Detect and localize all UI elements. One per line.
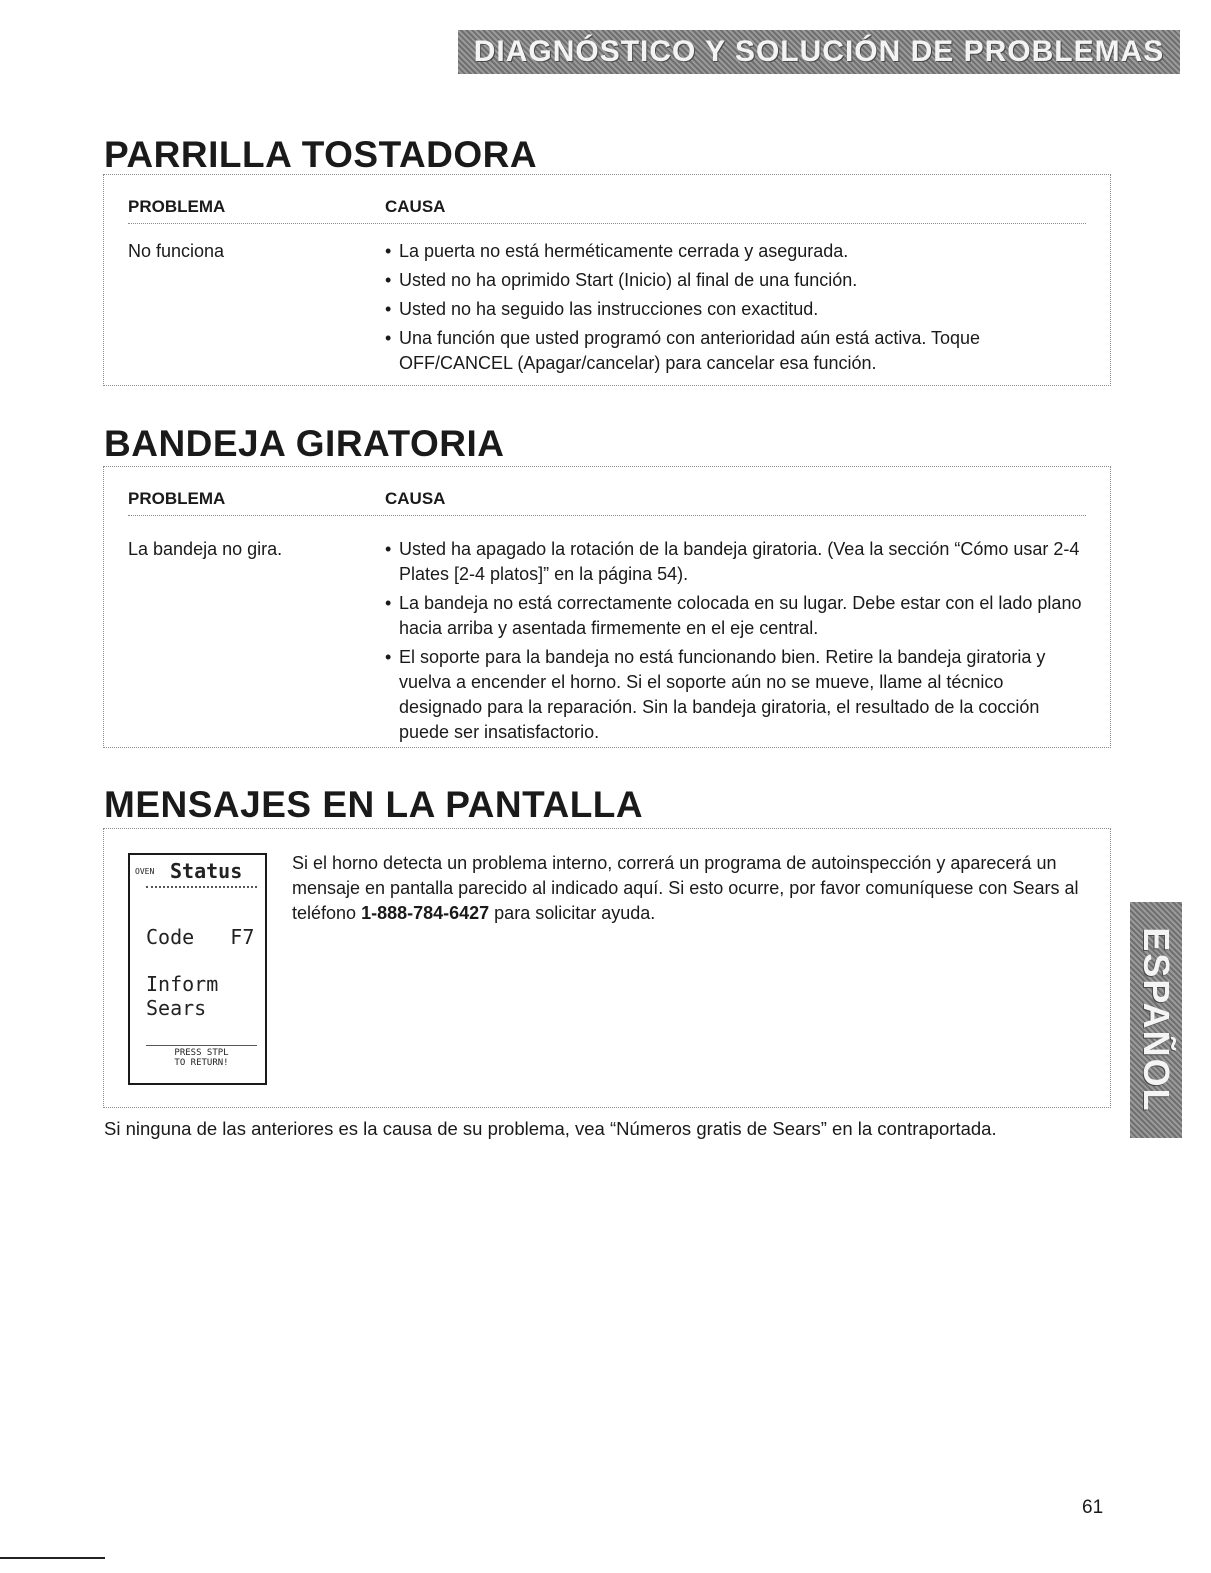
oven-display-illustration [128, 853, 267, 1085]
problem-cell: La bandeja no gira. [128, 539, 283, 559]
cause-item: • Usted no ha seguido las instrucciones con exactitud. [385, 297, 1086, 322]
cause-item: • El soporte para la bandeja no está funcionando bien. Retire la bandeja giratoria y vuelva a encender el horno. Si el soporte aún no se mueve, llame al técnico designado para la reparación. Sin la bandeja giratoria, el resultado de la cocción puede ser insatisfactorio. [385, 645, 1086, 745]
display-press-line1: PRESS STPL [174, 1048, 229, 1058]
messages-text-after: para solicitar ayuda. [489, 903, 656, 923]
display-message [146, 972, 218, 1020]
turntable-section-title: BANDEJA GIRATORIA [104, 423, 505, 464]
sears-phone-number: 1-888-784-6427 [361, 903, 490, 923]
toaster-troubleshooting-table [103, 174, 1111, 386]
column-header-cause: CAUSA [385, 489, 446, 508]
cause-item: • Una función que usted programó con anterioridad aún está activa. Toque OFF/CANCEL (Apagar/cancelar) para cancelar esa función. [385, 326, 1086, 376]
messages-section-title: MENSAJES EN LA PANTALLA [104, 784, 644, 825]
language-tab-text: ESPAÑOL [1136, 927, 1177, 1113]
corner-rule [0, 1557, 105, 1559]
cause-item: • Usted ha apagado la rotación de la bandeja giratoria. (Vea la sección “Cómo usar 2-4 Plates [2-4 platos]” en la página 54). [385, 537, 1086, 587]
messages-box [103, 828, 1111, 1108]
column-header-problem: PROBLEMA [128, 489, 226, 508]
toaster-section-title: PARRILLA TOSTADORA [104, 134, 538, 175]
display-inform: Inform [146, 972, 219, 996]
display-code: Code F7 [146, 925, 255, 949]
turntable-troubleshooting-table [103, 466, 1111, 748]
column-header-cause: CAUSA [385, 197, 446, 216]
table-header [128, 175, 1086, 224]
display-status: Status [170, 859, 243, 883]
cause-item: • La puerta no está herméticamente cerrada y asegurada. [385, 239, 1086, 264]
banner-text: DIAGNÓSTICO Y SOLUCIÓN DE PROBLEMAS [473, 35, 1165, 68]
display-divider [146, 886, 257, 888]
language-side-tab [1130, 902, 1182, 1138]
messages-description [292, 851, 1092, 926]
problem-cell: No funciona [128, 241, 225, 261]
cause-list [385, 537, 1086, 749]
display-sears: Sears [146, 996, 207, 1020]
section-banner [458, 30, 1180, 74]
cause-list [385, 239, 1086, 380]
footer-note: Si ninguna de las anteriores es la causa de su problema, vea “Números gratis de Sears” en la contraportada. [104, 1118, 997, 1139]
table-header [128, 467, 1086, 516]
display-press-line2: TO RETURN! [174, 1058, 229, 1068]
cause-item: • La bandeja no está correctamente colocada en su lugar. Debe estar con el lado plano hacia arriba y asentada firmemente en el eje central. [385, 591, 1086, 641]
page-number: 61 [1082, 1497, 1104, 1518]
display-press-hint [146, 1045, 257, 1068]
messages-text-before: Si el horno detecta un problema interno, correrá un programa de autoinspección y aparecerá un mensaje en pantalla parecido al indicado aquí. Si esto ocurre, por favor comuníquese con Sears al teléfono [292, 853, 1079, 923]
column-header-problem: PROBLEMA [128, 197, 226, 216]
display-oven-label: OVEN [135, 867, 155, 876]
cause-item: • Usted no ha oprimido Start (Inicio) al final de una función. [385, 268, 1086, 293]
